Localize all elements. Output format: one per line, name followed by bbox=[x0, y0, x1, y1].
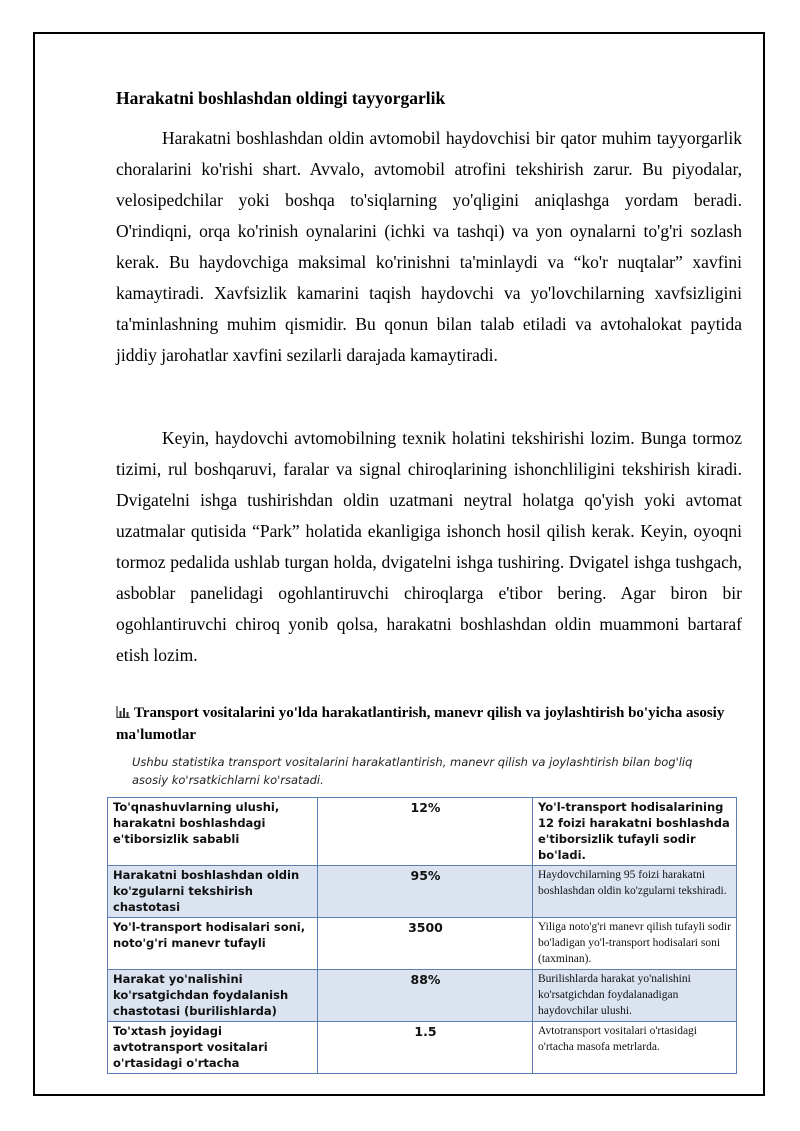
paragraph-1: Harakatni boshlashdan oldin avtomobil haydovchisi bir qator muhim tayyorgarlik choralarini ko'rishi shart. Avvalo, avtomobil atrofini tekshirish zarur. Bu piyodalar, velosipedchilar yoki boshqa to'siqlarning yo'qligini aniqlashga yordam beradi. O'rindiqni, orqa ko'rinish oynalarini (ichki va tashqi) va yon oynalarni to'g'ri sozlash kerak. Bu haydovchiga maksimal ko'rinishni ta'minlaydi va “ko'r nuqtalar” xavfini kamaytiradi. Xavfsizlik kamarini taqish haydovchi va yo'lovchilarning xavfsizligini ta'minlashning muhim qismidir. Bu qonun bilan talab etiladi va avtohalokat paytida jiddiy jarohatlar xavfini sezilarli darajada kamaytiradi. bbox=[116, 128, 742, 365]
row-note: Burilishlarda harakat yo'nalishini ko'rsatgichdan foydalanadigan haydovchilar ulushi. bbox=[533, 970, 737, 1022]
stats-table bbox=[107, 797, 737, 1074]
table-caption: Ushbu statistika transport vositalarini harakatlantirish, manevr qilish va joylashtirish bilan bog'liq asosiy ko'rsatkichlarni ko'rsatadi. bbox=[132, 755, 693, 787]
table-row bbox=[108, 866, 737, 918]
table-title-text: Transport vositalarini yo'lda harakatlantirish, manevr qilish va joylashtirish bo'yicha asosiy ma'lumotlar bbox=[116, 705, 725, 743]
table-row bbox=[108, 1022, 737, 1074]
row-label: To'xtash joyidagi avtotransport vositalari o'rtasidagi o'rtacha bbox=[108, 1022, 318, 1074]
row-label: To'qnashuvlarning ulushi, harakatni boshlashdagi e'tiborsizlik sababli bbox=[108, 798, 318, 866]
row-value: 3500 bbox=[318, 918, 533, 970]
row-note: Avtotransport vositalari o'rtasidagi o'rtacha masofa metrlarda. bbox=[533, 1022, 737, 1074]
bar-chart-icon bbox=[116, 706, 130, 718]
row-value: 12% bbox=[318, 798, 533, 866]
row-value: 1.5 bbox=[318, 1022, 533, 1074]
table-row bbox=[108, 918, 737, 970]
row-label: Harakat yo'nalishini ko'rsatgichdan foydalanish chastotasi (burilishlarda) bbox=[108, 970, 318, 1022]
row-note: Yiliga noto'g'ri manevr qilish tufayli sodir bo'ladigan yo'l-transport hodisalari soni (taxminan). bbox=[533, 918, 737, 970]
stats-table-body bbox=[108, 798, 737, 1074]
paragraph-2: Keyin, haydovchi avtomobilning texnik holatini tekshirishi lozim. Bunga tormoz tizimi, rul boshqaruvi, faralar va signal chiroqlarining ishonchliligini tekshirish kiradi. Dvigatelni ishga tushirishdan oldin uzatmani neytral holatga qo'yish yoki avtomat uzatmalar qutisida “Park” holatida ekanligiga ishonch hosil qilish kerak. Keyin, oyoqni tormoz pedalida ushlab turgan holda, dvigatelni ishga tushiring. Dvigatel ishga tushgach, asboblar panelidagi ogohlantiruvchi chiroqlarga e'tibor bering. Agar biron bir ogohlantiruvchi chiroq yonib qolsa, harakatni boshlashdan oldin muammoni bartaraf etish lozim. bbox=[116, 428, 742, 665]
row-note: Haydovchilarning 95 foizi harakatni boshlashdan oldin ko'zgularni tekshiradi. bbox=[533, 866, 737, 918]
section-heading: Harakatni boshlashdan oldingi tayyorgarlik bbox=[116, 88, 446, 108]
table-row bbox=[108, 970, 737, 1022]
row-value: 95% bbox=[318, 866, 533, 918]
table-row bbox=[108, 798, 737, 866]
row-label: Harakatni boshlashdan oldin ko'zgularni tekshirish chastotasi bbox=[108, 866, 318, 918]
table-title bbox=[116, 702, 742, 746]
row-value: 88% bbox=[318, 970, 533, 1022]
row-label: Yo'l-transport hodisalari soni, noto'g'ri manevr tufayli bbox=[108, 918, 318, 970]
row-note: Yo'l-transport hodisalarining 12 foizi harakatni boshlashda e'tiborsizlik tufayli sodir bo'ladi. bbox=[533, 798, 737, 866]
